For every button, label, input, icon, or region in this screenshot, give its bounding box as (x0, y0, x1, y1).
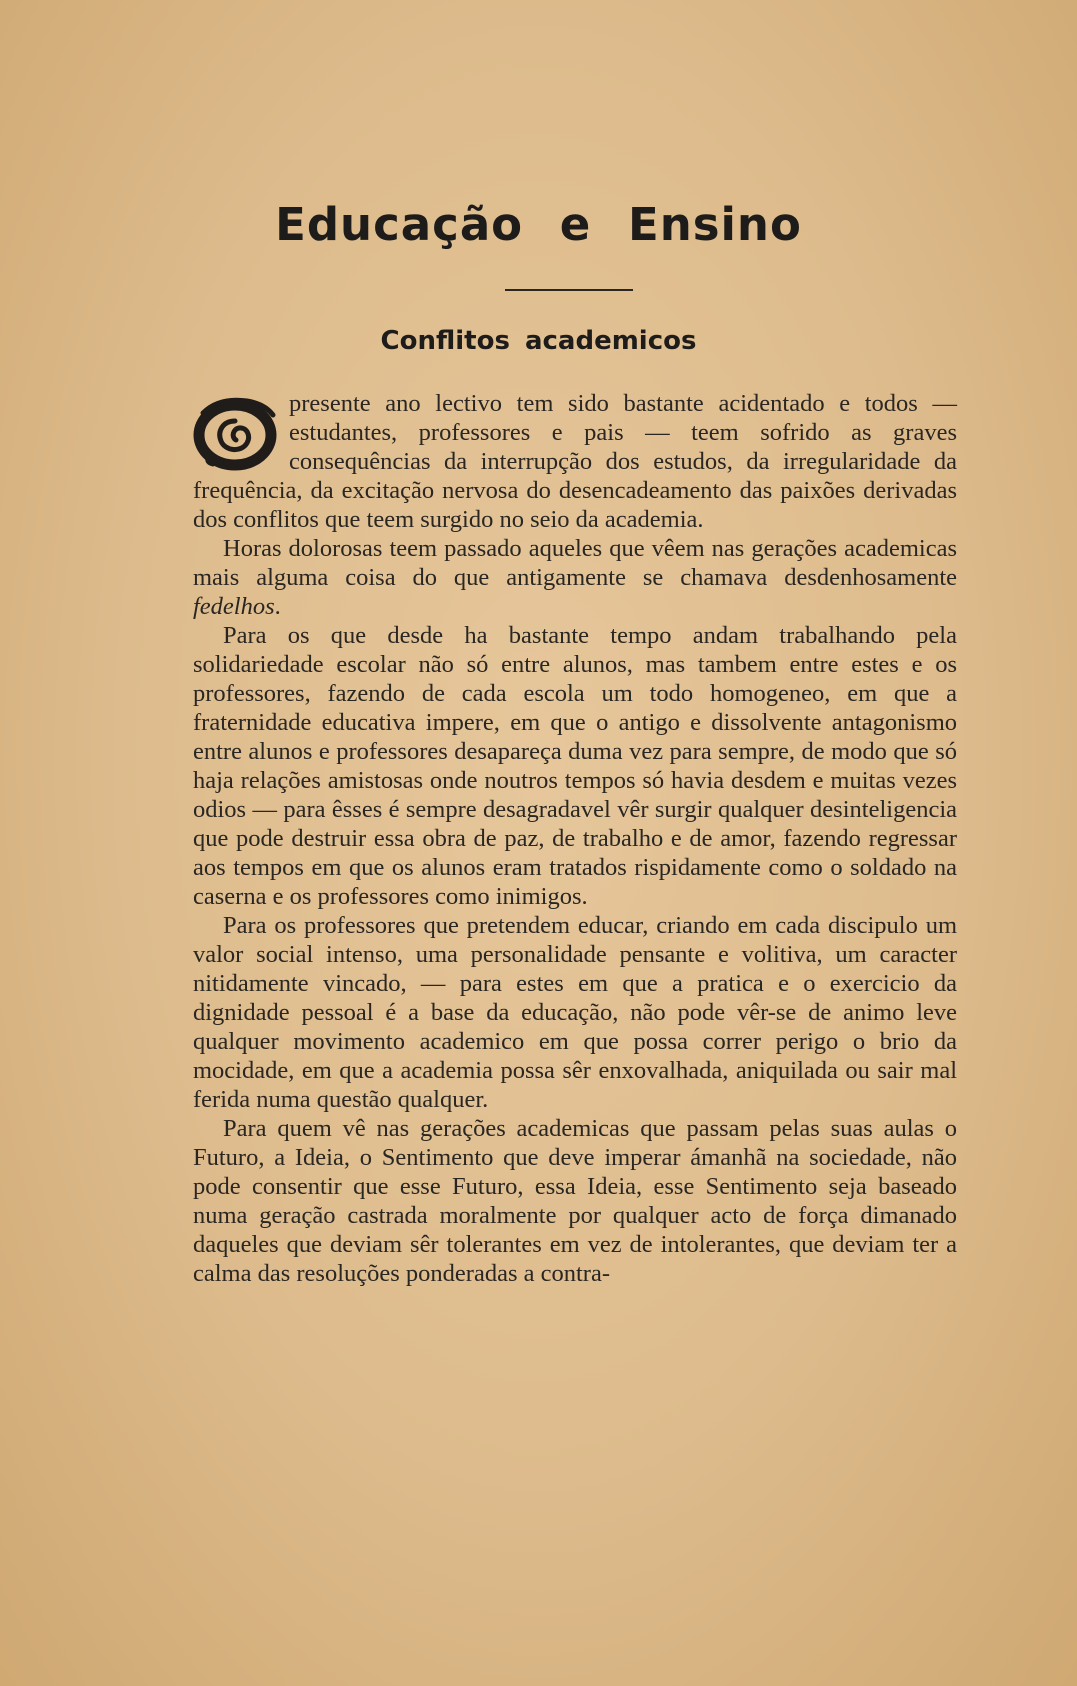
paragraph-1 (193, 389, 957, 534)
paragraph-2-text: Horas dolorosas teem passado aqueles que vêem nas gerações academicas mais alguma coisa do que antigamente se chamava desdenhosamente (193, 535, 957, 591)
article-subtitle: Conflitos academicos (380, 326, 697, 356)
title-divider (505, 289, 633, 291)
emphasis-word: fedelhos (193, 593, 275, 620)
paragraph-4: Para os professores que pretendem educar, criando em cada discipulo um valor social intenso, uma personalidade pensante e volitiva, um caracter nitidamente vincado, — para estes em que a pratica e o exercicio da dignidade pessoal é a base da educação, não pode vêr-se de animo leve qualquer movimento academico em que possa correr perigo o brio da mocidade, em que a academia possa sêr enxovalhada, aniquilada ou sair mal ferida numa questão qualquer. (193, 912, 957, 1113)
paragraph-2 (193, 534, 957, 621)
paragraph-1-text: presente ano lectivo tem sido bastante acidentado e todos — estudantes, professores e pais — teem sofrido as graves consequências da interrupção dos estudos, da irregularidade da frequência, da excitação nervosa do desencadeamento das paixões derivadas dos conflitos que teem surgido no seio da academia. (193, 390, 957, 533)
paragraph-2-end: . (274, 593, 281, 620)
article-title: Educação e Ensino (275, 198, 802, 251)
article-body (193, 389, 957, 1288)
ornamental-drop-cap-o-icon (189, 395, 281, 471)
paragraph-3: Para os que desde ha bastante tempo andam trabalhando pela solidariedade escolar não só entre alunos, mas tambem entre estes e os professores, fazendo de cada escola um todo homogeneo, em que a fraternidade educativa impere, em que o antigo e dissolvente antagonismo entre alunos e professores desapareça duma vez para sempre, de modo que só haja relações amistosas onde noutros tempos só havia desdem e muitas vezes odios — para êsses é sempre desagradavel vêr surgir qualquer desinteligencia que pode destruir essa obra de paz, de trabalho e de amor, fazendo regressar aos tempos em que os alunos eram tratados rispidamente como o soldado na caserna e os professores como inimigos. (193, 622, 957, 910)
paragraph-5: Para quem vê nas gerações academicas que passam pelas suas aulas o Futuro, a Ideia, o Sentimento que deve imperar ámanhã na sociedade, não pode consentir que esse Futuro, essa Ideia, esse Sentimento seja baseado numa geração castrada moralmente por qualquer acto de força dimanado daqueles que deviam sêr tolerantes em vez de intolerantes, que deviam ter a calma das resoluções ponderadas a contra- (193, 1115, 957, 1287)
